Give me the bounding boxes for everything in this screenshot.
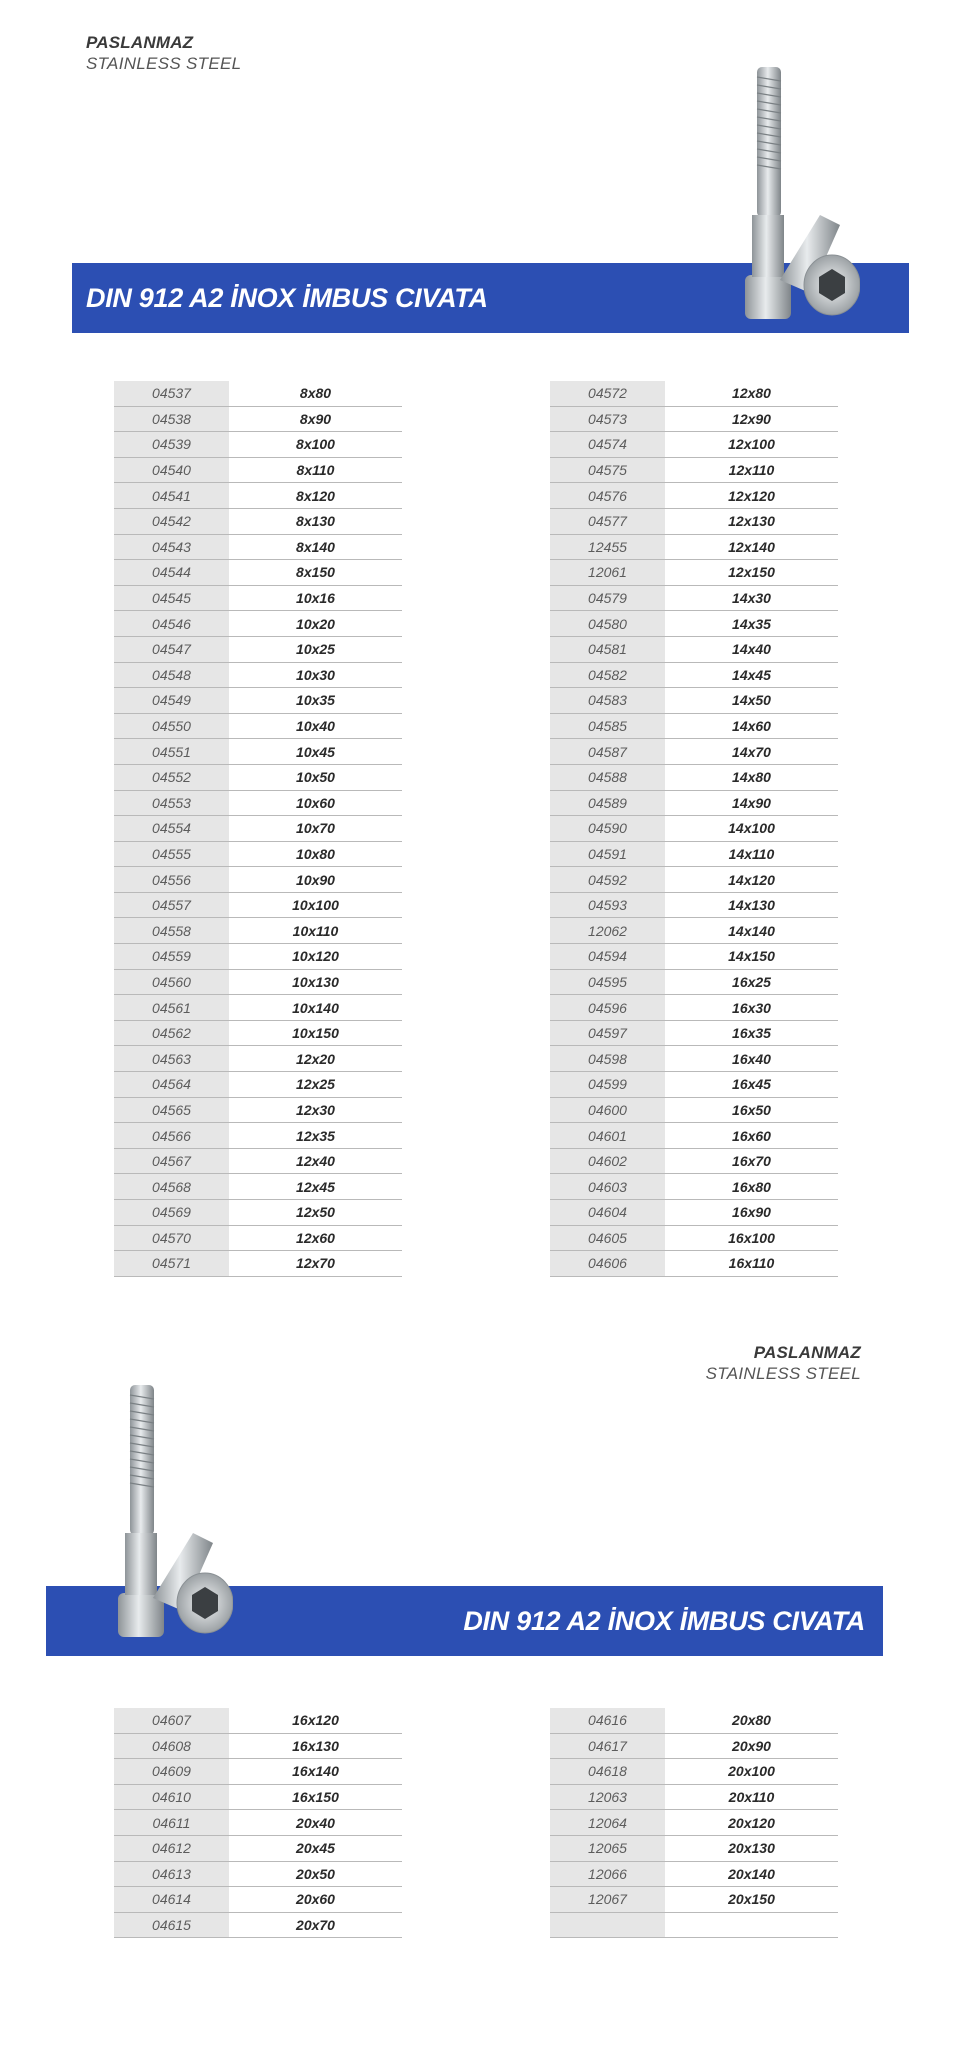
table-row [550, 432, 838, 458]
part-code: 04546 [114, 611, 229, 637]
brand-line-1: PASLANMAZ [753, 1343, 861, 1362]
table-row [550, 1251, 838, 1277]
table-row [550, 1759, 838, 1785]
part-code: 04581 [550, 636, 665, 662]
part-code: 04567 [114, 1148, 229, 1174]
table-row [550, 662, 838, 688]
table-row [114, 1708, 402, 1733]
table-row [550, 688, 838, 714]
catalog-page-2 [0, 1310, 967, 2048]
hex-socket-bolt-icon [740, 65, 860, 325]
table-row [114, 790, 402, 816]
part-code: 04537 [114, 381, 229, 406]
part-code: 12064 [550, 1810, 665, 1836]
table-row [114, 1123, 402, 1149]
part-code: 12063 [550, 1784, 665, 1810]
table-row [114, 611, 402, 637]
part-code: 04617 [550, 1733, 665, 1759]
table-row [550, 1200, 838, 1226]
table-row [114, 867, 402, 893]
part-table-body [550, 381, 838, 1276]
part-size: 10x120 [229, 944, 402, 970]
part-code: 04593 [550, 892, 665, 918]
part-code: 04543 [114, 534, 229, 560]
table-row [550, 1020, 838, 1046]
part-code: 04549 [114, 688, 229, 714]
part-code: 12066 [550, 1861, 665, 1887]
table-row [114, 1072, 402, 1098]
table-row [550, 1072, 838, 1098]
part-size: 10x25 [229, 636, 402, 662]
table-row [550, 585, 838, 611]
part-size: 10x140 [229, 995, 402, 1021]
part-size: 8x150 [229, 560, 402, 586]
part-size: 12x45 [229, 1174, 402, 1200]
part-size: 20x60 [229, 1887, 402, 1913]
part-size: 20x90 [665, 1733, 838, 1759]
part-code: 04588 [550, 764, 665, 790]
part-code: 04548 [114, 662, 229, 688]
part-code: 04612 [114, 1835, 229, 1861]
table-row [550, 790, 838, 816]
table-row [114, 534, 402, 560]
brand-line-2: STAINLESS STEEL [705, 1364, 861, 1383]
table-row [114, 713, 402, 739]
part-size: 8x100 [229, 432, 402, 458]
part-code: 04552 [114, 764, 229, 790]
part-size: 10x16 [229, 585, 402, 611]
part-size: 12x60 [229, 1225, 402, 1251]
part-code: 12062 [550, 918, 665, 944]
part-code: 04545 [114, 585, 229, 611]
table-row [550, 1123, 838, 1149]
table-row [550, 1784, 838, 1810]
part-code [550, 1912, 665, 1938]
part-table-right [550, 1708, 838, 1938]
part-code: 04595 [550, 969, 665, 995]
part-size: 20x120 [665, 1810, 838, 1836]
part-size: 10x100 [229, 892, 402, 918]
table-row [550, 841, 838, 867]
part-code: 04585 [550, 713, 665, 739]
table-row [550, 560, 838, 586]
table-row [550, 611, 838, 637]
part-code: 04569 [114, 1200, 229, 1226]
part-size: 12x50 [229, 1200, 402, 1226]
part-size: 14x80 [665, 764, 838, 790]
table-row [114, 1835, 402, 1861]
part-code: 04616 [550, 1708, 665, 1733]
part-size: 20x110 [665, 1784, 838, 1810]
part-size: 20x40 [229, 1810, 402, 1836]
part-code: 04618 [550, 1759, 665, 1785]
part-code: 04540 [114, 457, 229, 483]
part-code: 04600 [550, 1097, 665, 1123]
part-size: 14x70 [665, 739, 838, 765]
table-row [114, 585, 402, 611]
part-code: 04574 [550, 432, 665, 458]
table-row [114, 995, 402, 1021]
part-size: 14x130 [665, 892, 838, 918]
table-row [114, 688, 402, 714]
part-size: 16x130 [229, 1733, 402, 1759]
part-table-left [114, 381, 402, 1277]
part-size: 16x150 [229, 1784, 402, 1810]
part-code: 04556 [114, 867, 229, 893]
part-code: 04594 [550, 944, 665, 970]
part-size: 16x80 [665, 1174, 838, 1200]
part-size: 12x20 [229, 1046, 402, 1072]
part-table-body [550, 1708, 838, 1938]
part-code: 04572 [550, 381, 665, 406]
part-table-body [114, 1708, 402, 1938]
part-code: 04608 [114, 1733, 229, 1759]
part-size: 10x80 [229, 841, 402, 867]
table-row [550, 1046, 838, 1072]
table-row [114, 1225, 402, 1251]
part-size: 20x50 [229, 1861, 402, 1887]
part-code: 04605 [550, 1225, 665, 1251]
part-code: 04606 [550, 1251, 665, 1277]
part-size: 14x110 [665, 841, 838, 867]
part-size: 20x70 [229, 1912, 402, 1938]
table-row [114, 969, 402, 995]
part-code: 04565 [114, 1097, 229, 1123]
part-code: 04609 [114, 1759, 229, 1785]
table-row [550, 406, 838, 432]
table-row [550, 995, 838, 1021]
part-size: 14x100 [665, 816, 838, 842]
part-code: 04587 [550, 739, 665, 765]
part-size: 10x60 [229, 790, 402, 816]
part-size: 16x50 [665, 1097, 838, 1123]
part-code: 04575 [550, 457, 665, 483]
part-size: 8x80 [229, 381, 402, 406]
part-size: 8x110 [229, 457, 402, 483]
part-size: 14x30 [665, 585, 838, 611]
part-code: 04579 [550, 585, 665, 611]
table-row [114, 841, 402, 867]
table-row [550, 944, 838, 970]
table-row [550, 1733, 838, 1759]
part-size: 12x70 [229, 1251, 402, 1277]
table-row [114, 406, 402, 432]
table-row [550, 1225, 838, 1251]
part-size: 12x25 [229, 1072, 402, 1098]
part-code: 04615 [114, 1912, 229, 1938]
part-size: 10x50 [229, 764, 402, 790]
table-row [550, 764, 838, 790]
part-code: 04555 [114, 841, 229, 867]
table-row [114, 816, 402, 842]
part-size: 16x120 [229, 1708, 402, 1733]
part-size: 12x120 [665, 483, 838, 509]
table-row [550, 1708, 838, 1733]
part-size: 16x40 [665, 1046, 838, 1072]
part-table-body [114, 381, 402, 1276]
part-code: 04571 [114, 1251, 229, 1277]
part-code: 04604 [550, 1200, 665, 1226]
part-code: 04596 [550, 995, 665, 1021]
table-row [550, 508, 838, 534]
part-size: 16x140 [229, 1759, 402, 1785]
part-size: 16x110 [665, 1251, 838, 1277]
part-size: 12x90 [665, 406, 838, 432]
part-code: 04591 [550, 841, 665, 867]
part-code: 04542 [114, 508, 229, 534]
part-size: 16x100 [665, 1225, 838, 1251]
part-size: 10x110 [229, 918, 402, 944]
part-size: 14x120 [665, 867, 838, 893]
part-code: 04547 [114, 636, 229, 662]
part-size: 12x35 [229, 1123, 402, 1149]
table-row [550, 969, 838, 995]
table-row [114, 1912, 402, 1938]
part-code: 12065 [550, 1835, 665, 1861]
part-code: 04557 [114, 892, 229, 918]
part-code: 04553 [114, 790, 229, 816]
part-code: 04589 [550, 790, 665, 816]
part-size: 10x70 [229, 816, 402, 842]
part-size: 14x50 [665, 688, 838, 714]
part-code: 04554 [114, 816, 229, 842]
table-row [550, 1148, 838, 1174]
part-size: 10x45 [229, 739, 402, 765]
brand-line-2: STAINLESS STEEL [86, 54, 242, 73]
part-size: 8x130 [229, 508, 402, 534]
table-row [114, 432, 402, 458]
table-row [114, 1148, 402, 1174]
part-size: 12x40 [229, 1148, 402, 1174]
part-size: 20x130 [665, 1835, 838, 1861]
table-row [550, 381, 838, 406]
table-row [114, 892, 402, 918]
table-row [550, 1810, 838, 1836]
table-row [550, 816, 838, 842]
part-size: 14x150 [665, 944, 838, 970]
table-row [550, 713, 838, 739]
table-row [114, 1020, 402, 1046]
part-code: 04560 [114, 969, 229, 995]
table-row [550, 636, 838, 662]
table-row [550, 1861, 838, 1887]
table-row [550, 1835, 838, 1861]
part-size: 20x100 [665, 1759, 838, 1785]
part-size: 10x40 [229, 713, 402, 739]
table-row [114, 1733, 402, 1759]
brand-label [706, 1342, 861, 1384]
part-code: 04607 [114, 1708, 229, 1733]
part-code: 04614 [114, 1887, 229, 1913]
part-code: 12061 [550, 560, 665, 586]
part-size: 10x90 [229, 867, 402, 893]
part-code: 04611 [114, 1810, 229, 1836]
part-size: 14x35 [665, 611, 838, 637]
part-size: 8x140 [229, 534, 402, 560]
banner-title: DIN 912 A2 İNOX İMBUS CIVATA [463, 1605, 865, 1636]
table-row [114, 739, 402, 765]
part-code: 04538 [114, 406, 229, 432]
part-size: 16x30 [665, 995, 838, 1021]
part-code: 04598 [550, 1046, 665, 1072]
table-row [550, 1887, 838, 1913]
part-size: 12x110 [665, 457, 838, 483]
part-code: 04551 [114, 739, 229, 765]
table-row [114, 1810, 402, 1836]
part-size: 8x120 [229, 483, 402, 509]
part-code: 04582 [550, 662, 665, 688]
part-code: 04577 [550, 508, 665, 534]
part-table-right [550, 381, 838, 1277]
part-size: 14x60 [665, 713, 838, 739]
table-row [550, 457, 838, 483]
part-code: 04570 [114, 1225, 229, 1251]
part-size: 20x80 [665, 1708, 838, 1733]
table-row [550, 892, 838, 918]
table-row [114, 1046, 402, 1072]
part-code: 12067 [550, 1887, 665, 1913]
part-code: 04563 [114, 1046, 229, 1072]
part-code: 04576 [550, 483, 665, 509]
table-row [114, 1200, 402, 1226]
part-code: 04539 [114, 432, 229, 458]
banner-title: DIN 912 A2 İNOX İMBUS CIVATA [86, 282, 488, 313]
part-code: 04558 [114, 918, 229, 944]
part-code: 04564 [114, 1072, 229, 1098]
part-size: 16x90 [665, 1200, 838, 1226]
part-code: 12455 [550, 534, 665, 560]
table-row [114, 508, 402, 534]
part-code: 04610 [114, 1784, 229, 1810]
part-size: 8x90 [229, 406, 402, 432]
part-code: 04603 [550, 1174, 665, 1200]
table-row [114, 662, 402, 688]
part-size: 10x130 [229, 969, 402, 995]
part-size: 14x140 [665, 918, 838, 944]
part-size: 14x90 [665, 790, 838, 816]
table-row [114, 483, 402, 509]
part-code: 04568 [114, 1174, 229, 1200]
table-row [114, 1097, 402, 1123]
part-code: 04562 [114, 1020, 229, 1046]
part-size: 12x80 [665, 381, 838, 406]
part-code: 04602 [550, 1148, 665, 1174]
part-code: 04583 [550, 688, 665, 714]
part-size: 16x70 [665, 1148, 838, 1174]
table-row [114, 1887, 402, 1913]
part-code: 04601 [550, 1123, 665, 1149]
part-code: 04541 [114, 483, 229, 509]
part-size: 14x40 [665, 636, 838, 662]
part-size [665, 1912, 838, 1938]
table-row [114, 636, 402, 662]
part-code: 04544 [114, 560, 229, 586]
part-size: 20x150 [665, 1887, 838, 1913]
part-code: 04559 [114, 944, 229, 970]
part-table-left [114, 1708, 402, 1938]
part-size: 16x45 [665, 1072, 838, 1098]
part-code: 04561 [114, 995, 229, 1021]
part-code: 04592 [550, 867, 665, 893]
part-size: 16x60 [665, 1123, 838, 1149]
part-code: 04590 [550, 816, 665, 842]
part-size: 12x100 [665, 432, 838, 458]
part-size: 14x45 [665, 662, 838, 688]
table-row [550, 918, 838, 944]
part-size: 12x140 [665, 534, 838, 560]
table-row [114, 944, 402, 970]
table-row [550, 1174, 838, 1200]
part-size: 10x150 [229, 1020, 402, 1046]
part-size: 16x25 [665, 969, 838, 995]
part-size: 16x35 [665, 1020, 838, 1046]
table-row [114, 1861, 402, 1887]
table-row [550, 739, 838, 765]
part-size: 10x35 [229, 688, 402, 714]
table-row [550, 1912, 838, 1938]
table-row [550, 867, 838, 893]
table-row [114, 560, 402, 586]
part-size: 10x20 [229, 611, 402, 637]
part-code: 04573 [550, 406, 665, 432]
table-row [114, 1251, 402, 1277]
part-code: 04580 [550, 611, 665, 637]
part-size: 20x45 [229, 1835, 402, 1861]
part-code: 04550 [114, 713, 229, 739]
table-row [114, 1784, 402, 1810]
part-code: 04597 [550, 1020, 665, 1046]
brand-line-1: PASLANMAZ [86, 33, 194, 52]
part-code: 04599 [550, 1072, 665, 1098]
table-row [550, 1097, 838, 1123]
part-size: 12x150 [665, 560, 838, 586]
table-row [114, 457, 402, 483]
table-row [114, 764, 402, 790]
part-size: 10x30 [229, 662, 402, 688]
table-row [114, 1759, 402, 1785]
part-size: 20x140 [665, 1861, 838, 1887]
part-code: 04566 [114, 1123, 229, 1149]
part-size: 12x30 [229, 1097, 402, 1123]
table-row [550, 483, 838, 509]
table-row [550, 534, 838, 560]
brand-label [86, 32, 241, 74]
hex-socket-bolt-icon [113, 1383, 233, 1643]
table-row [114, 381, 402, 406]
part-code: 04613 [114, 1861, 229, 1887]
part-size: 12x130 [665, 508, 838, 534]
table-row [114, 1174, 402, 1200]
table-row [114, 918, 402, 944]
